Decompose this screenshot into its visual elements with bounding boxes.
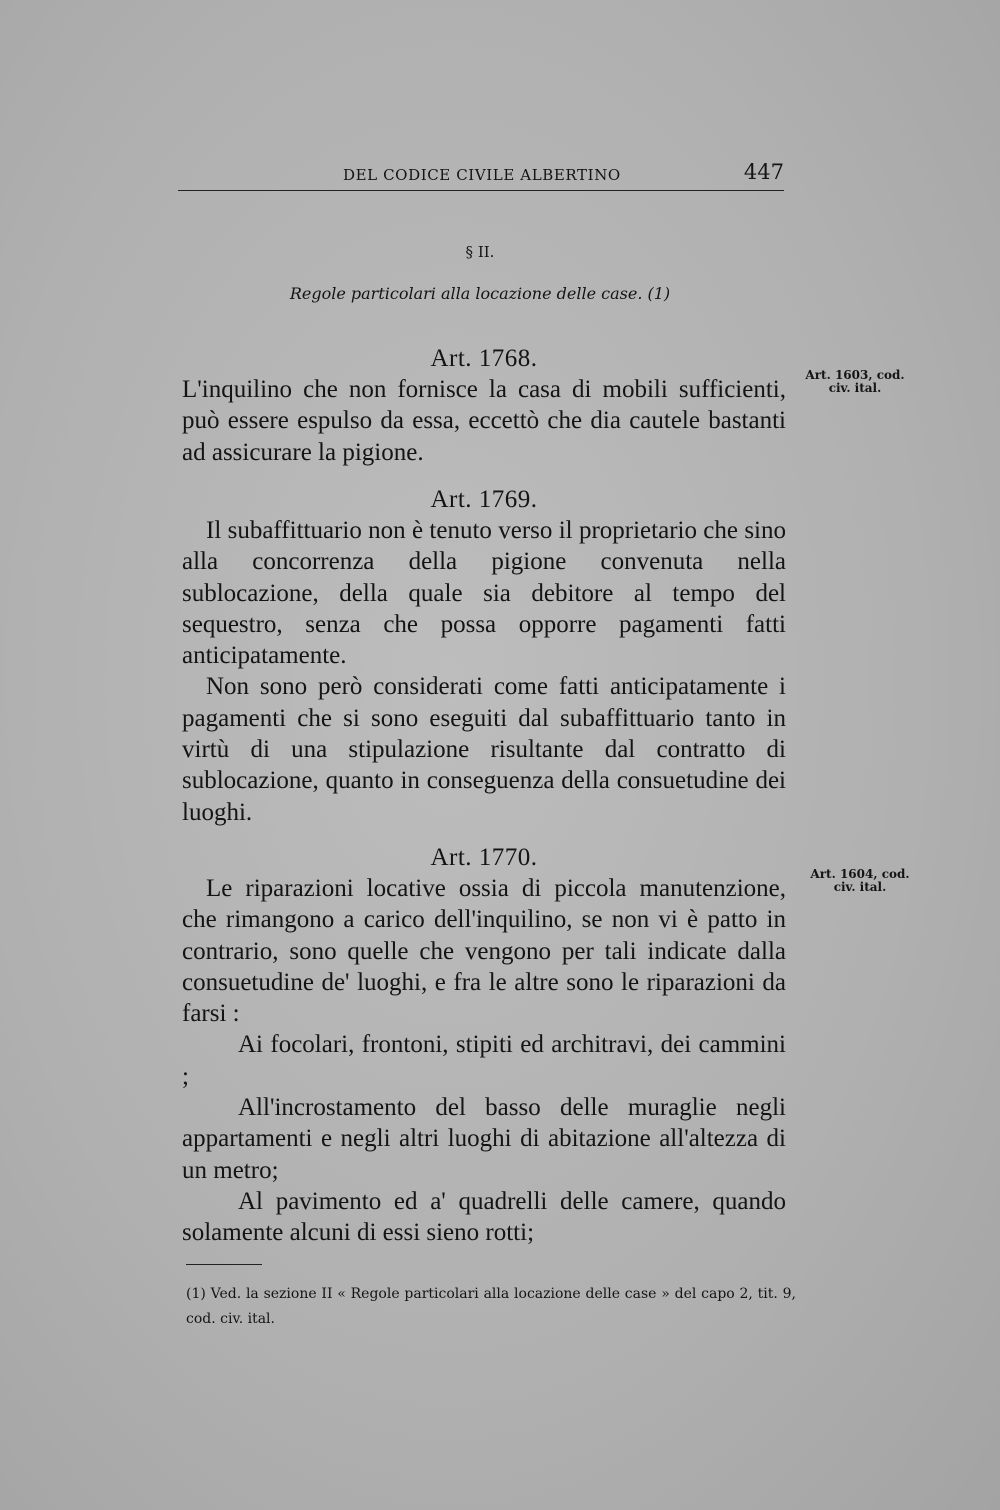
- article-paragraph: All'incrostamento del basso delle muraglie negli appartamenti e negli altri luoghi di abitazione all'altezza di un metro;: [182, 1094, 786, 1184]
- article-paragraph: L'inquilino che non fornisce la casa di mobili sufficienti, può essere espulso da essa, eccettò che dia cautele bastanti ad assicurare la pigione.: [182, 376, 786, 466]
- footnote-rule: [186, 1264, 262, 1265]
- footnote: (1) Ved. la sezione II « Regole particolari alla locazione delle case » del capo 2, tit. 9, cod. civ. ital.: [186, 1286, 796, 1327]
- article-paragraph: Al pavimento ed a' quadrelli delle camere, quando solamente alcuni di essi sieno rotti;: [182, 1187, 786, 1247]
- section-heading: Regole particolari alla locazione delle case. (1): [289, 284, 671, 303]
- article-paragraph: Il subaffittuario non è tenuto verso il proprietario che sino alla concorrenza della pigione convenuta nella sublocazione, della quale sia debitore al tempo del sequestro, senza che possa opporre pagamenti fatti anticipatamente.: [182, 517, 786, 670]
- article-title: Art. 1770.: [430, 844, 538, 871]
- section-mark: § II.: [465, 243, 495, 261]
- article-1768: [182, 343, 786, 468]
- running-head: [178, 160, 784, 191]
- article-1770: [182, 842, 786, 1249]
- article-paragraph: Le riparazioni locative ossia di piccola manutenzione, che rimangono a carico dell'inquilino, se non vi è patto in contrario, sono quelle che vengono per tali indicate dalla consuetudine de' luoghi, e fra le altre sono le riparazioni da farsi :: [182, 875, 786, 1028]
- article-title: Art. 1768.: [430, 345, 538, 372]
- article-title: Art. 1769.: [430, 486, 538, 513]
- article-1769: [182, 484, 786, 828]
- margin-note-1770: Art. 1604, cod. civ. ital.: [810, 867, 910, 894]
- article-paragraph: Non sono però considerati come fatti anticipatamente i pagamenti che si sono eseguiti dal subaffittuario tanto in virtù di una stipulazione risultante dal contratto di sublocazione, quanto in conseguenza della consuetudine dei luoghi.: [182, 673, 786, 826]
- article-paragraph: Ai focolari, frontoni, stipiti ed architravi, dei cammini ;: [182, 1031, 786, 1090]
- page-number: 447: [743, 160, 784, 184]
- running-title: DEL CODICE CIVILE ALBERTINO: [343, 166, 621, 184]
- margin-note-1768: Art. 1603, cod. civ. ital.: [805, 368, 905, 395]
